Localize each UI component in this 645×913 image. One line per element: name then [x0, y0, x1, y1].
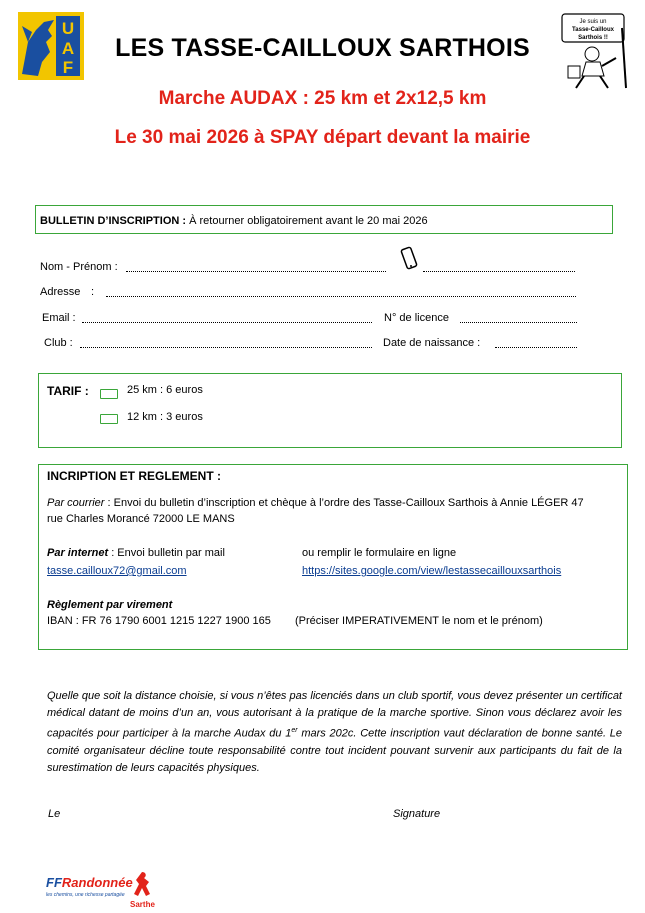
bulletin-note: À retourner obligatoirement avant le 20 mai 2026	[189, 215, 428, 227]
inscription-title: INCRIPTION ET REGLEMENT :	[47, 469, 221, 483]
svg-text:Tasse-Cailloux: Tasse-Cailloux	[572, 27, 614, 33]
tarif-option-25km: 25 km : 6 euros	[127, 384, 203, 396]
naissance-label: Date de naissance :	[383, 337, 481, 349]
club-label: Club :	[44, 337, 73, 349]
svg-text:Sarthois !!: Sarthois !!	[578, 35, 608, 41]
iban-note: (Préciser IMPERATIVEMENT le nom et le prénom)	[295, 615, 543, 627]
event-subtitle: Marche AUDAX : 25 km et 2x12,5 km	[158, 88, 487, 109]
licence-input[interactable]	[460, 313, 577, 323]
adresse-input[interactable]	[106, 287, 576, 297]
signature-label: Signature	[393, 808, 441, 820]
adresse-label: Adresse	[40, 286, 81, 298]
phone-icon	[398, 246, 420, 277]
disclaimer	[47, 688, 622, 777]
club-input[interactable]	[80, 338, 372, 348]
phone-input[interactable]	[423, 262, 575, 272]
courrier-text: : Envoi du bulletin d’inscription et chèque à l’ordre des Tasse-Cailloux Sarthois à Annie LÉGER 47	[104, 497, 584, 509]
internet-text: : Envoi bulletin par mail	[108, 547, 225, 559]
licence-label: N° de licence	[384, 312, 449, 324]
tarif-label: TARIF :	[47, 384, 89, 398]
virement-label: Règlement par virement	[47, 599, 173, 611]
disclaimer-sup: er	[291, 727, 298, 734]
ffrandonnee-logo	[46, 870, 166, 910]
svg-text:A: A	[61, 39, 75, 58]
event-date-line: Le 30 mai 2026 à SPAY départ devant la mairie	[114, 127, 531, 148]
ffr-tagline: les chemins, une richesse partagée	[46, 892, 125, 898]
tarif-box	[38, 373, 622, 448]
disclaimer-part1: Quelle que soit la distance choisie, si vous n’êtes pas licenciés dans un club sportif, vous devez présenter un certificat médical datant de moins d’un an, vous autorisant à la pratique de la marche sportive. Sinon vous déclarez avoir les capacités pour participer à la marche Audax du 1	[47, 690, 622, 740]
adresse-colon: :	[91, 286, 95, 298]
bulletin-header	[35, 205, 613, 234]
ffr-region: Sarthe	[130, 900, 155, 909]
online-form-text: ou remplir le formulaire en ligne	[302, 547, 457, 559]
email-label: Email :	[42, 312, 76, 324]
checkbox-25km[interactable]	[100, 389, 118, 399]
disclaimer-part2: mars 202c. Cette inscription vaut déclaration de bonne santé. Le comité organisateur décline toute responsabilité contre tout incident pouvant survenir aux participants du fait de la surestimation de leurs capacités physiques.	[47, 727, 623, 774]
courrier-block	[47, 496, 622, 511]
svg-text:U: U	[61, 19, 75, 38]
site-link[interactable]: https://sites.google.com/view/lestassecaillouxsarthois	[302, 565, 562, 577]
internet-block	[47, 546, 225, 561]
signature-date-label: Le	[48, 808, 61, 820]
email-input[interactable]	[82, 313, 372, 323]
internet-label: Par internet	[47, 547, 109, 559]
bulletin-label: BULLETIN D’INSCRIPTION :	[40, 215, 187, 227]
svg-text:F: F	[62, 58, 74, 77]
nom-label: Nom - Prénom :	[40, 261, 118, 273]
courrier-label: Par courrier	[47, 497, 105, 509]
nom-input[interactable]	[126, 262, 386, 272]
svg-text:Je suis un: Je suis un	[579, 19, 607, 25]
courrier-address: rue Charles Morancé 72000 LE MANS	[47, 513, 235, 525]
iban: IBAN : FR 76 1790 6001 1215 1227 1900 165	[47, 615, 271, 627]
naissance-input[interactable]	[495, 338, 577, 348]
email-link[interactable]: tasse.cailloux72@gmail.com	[47, 565, 187, 577]
svg-text:FFRandonnée: FFRandonnée	[46, 875, 133, 890]
tarif-option-12km: 12 km : 3 euros	[127, 411, 203, 423]
checkbox-12km[interactable]	[100, 414, 118, 424]
page-title: LES TASSE-CAILLOUX SARTHOIS	[115, 34, 530, 62]
